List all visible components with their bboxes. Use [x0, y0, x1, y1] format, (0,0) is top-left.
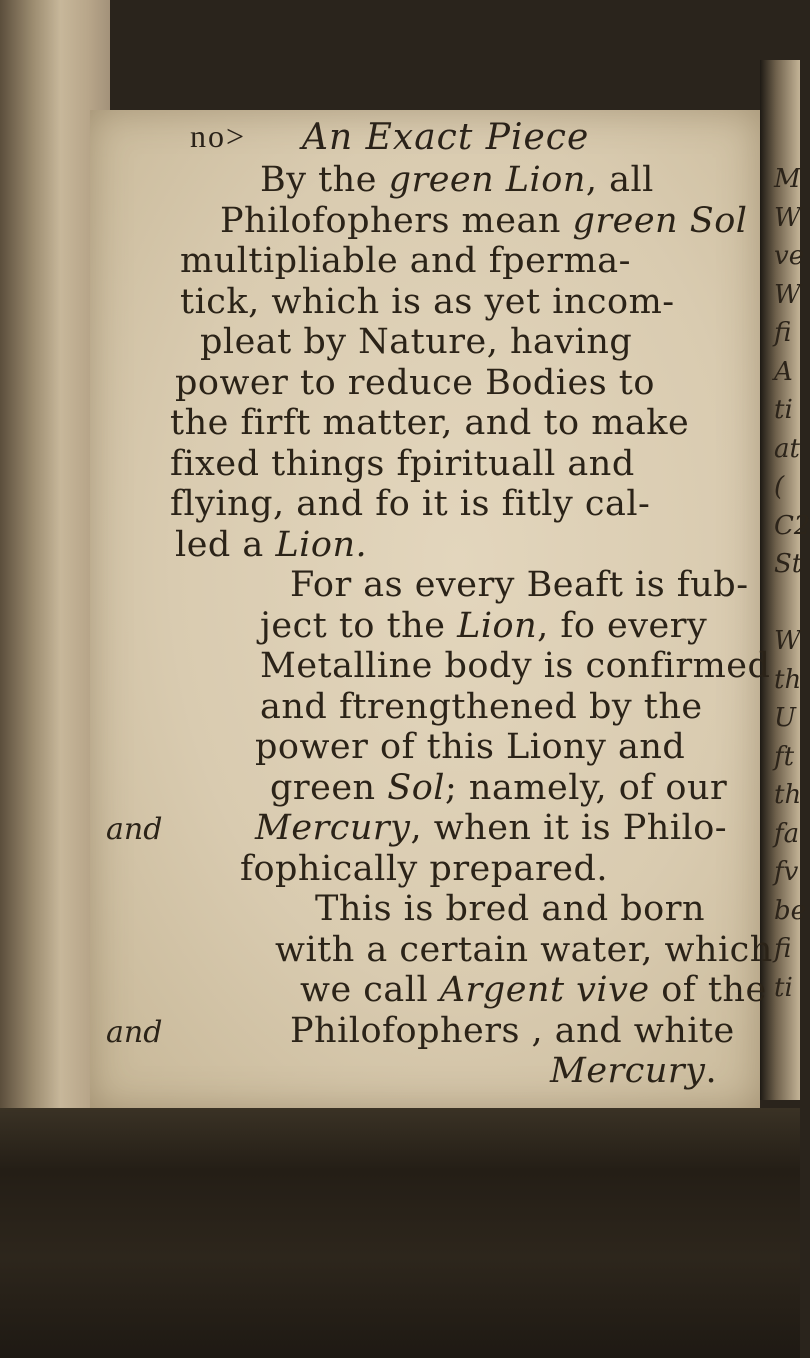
text-segment: Argent vive	[439, 970, 650, 1010]
page-number: no>	[190, 118, 247, 154]
facing-page-text: M W ve W fi A ti at ( C2 St W th U ft th fa fv be fi ti	[774, 164, 810, 1003]
text-segment: This is bred and born	[315, 889, 706, 929]
text-line	[260, 646, 770, 686]
text-segment: multipliable and fperma-	[180, 241, 631, 281]
margin-note: and	[106, 812, 163, 847]
text-segment: power of this Liony and	[255, 727, 686, 767]
text-line	[255, 727, 685, 767]
text-segment: green Sol	[572, 200, 748, 241]
background-below-page	[0, 1108, 800, 1358]
text-segment: pleat by Nature, having	[200, 322, 633, 362]
text-line	[260, 606, 707, 646]
text-segment: Sol	[387, 767, 445, 808]
text-segment: flying, and fo it is fitly cal-	[170, 484, 651, 524]
margin-note: and	[106, 1014, 163, 1050]
text-segment: the firft matter, and to make	[170, 403, 690, 443]
text-line	[290, 1011, 735, 1051]
text-segment: we call	[300, 970, 440, 1010]
text-line	[175, 525, 367, 565]
text-line	[290, 565, 749, 605]
text-line	[550, 1051, 717, 1091]
text-segment: fixed things fpirituall and	[170, 443, 635, 484]
text-line	[260, 687, 703, 727]
text-line	[170, 444, 635, 484]
page-title: An Exact Piece	[302, 117, 590, 158]
text-line	[275, 930, 773, 970]
text-line	[180, 282, 675, 322]
text-segment: Metalline body is confirmed	[260, 646, 771, 686]
text-line	[260, 160, 654, 200]
text-segment: and ftrengthened by the	[260, 686, 703, 727]
text-segment: , fo every	[537, 605, 708, 646]
text-segment: Mercury	[255, 808, 411, 848]
text-segment: By the	[260, 160, 389, 200]
text-segment: green Lion	[388, 160, 586, 200]
text-segment: Lion.	[275, 524, 368, 565]
text-segment: For as every Beaft is fub-	[290, 565, 749, 605]
text-line	[270, 768, 727, 808]
text-segment: Mercury	[550, 1051, 706, 1091]
text-line	[315, 889, 705, 929]
text-line	[240, 849, 608, 889]
text-line	[170, 484, 650, 524]
text-segment: Lion	[457, 605, 538, 646]
text-line	[200, 322, 632, 362]
text-segment: led a	[175, 524, 276, 565]
text-line	[180, 241, 631, 281]
text-segment: of the	[649, 970, 767, 1010]
text-segment: ject to the	[260, 605, 458, 646]
text-line	[220, 201, 747, 241]
text-segment: , all	[585, 160, 654, 200]
text-line	[175, 363, 655, 403]
text-segment: with a certain water, which	[275, 929, 773, 970]
text-line	[170, 403, 689, 443]
text-line	[300, 970, 767, 1010]
text-segment: green	[270, 767, 388, 808]
text-segment: Philofophers mean	[220, 200, 573, 241]
text-segment: power to reduce Bodies to	[175, 362, 655, 403]
text-segment: ; namely, of our	[444, 767, 728, 808]
text-segment: tick, which is as yet incom-	[180, 281, 675, 322]
text-line	[255, 808, 727, 848]
text-segment: fophically prepared.	[240, 848, 609, 889]
text-segment: .	[705, 1051, 718, 1091]
running-header	[190, 117, 590, 158]
text-segment: , when it is Philo-	[410, 808, 728, 848]
text-segment: Philofophers , and white	[290, 1010, 735, 1051]
